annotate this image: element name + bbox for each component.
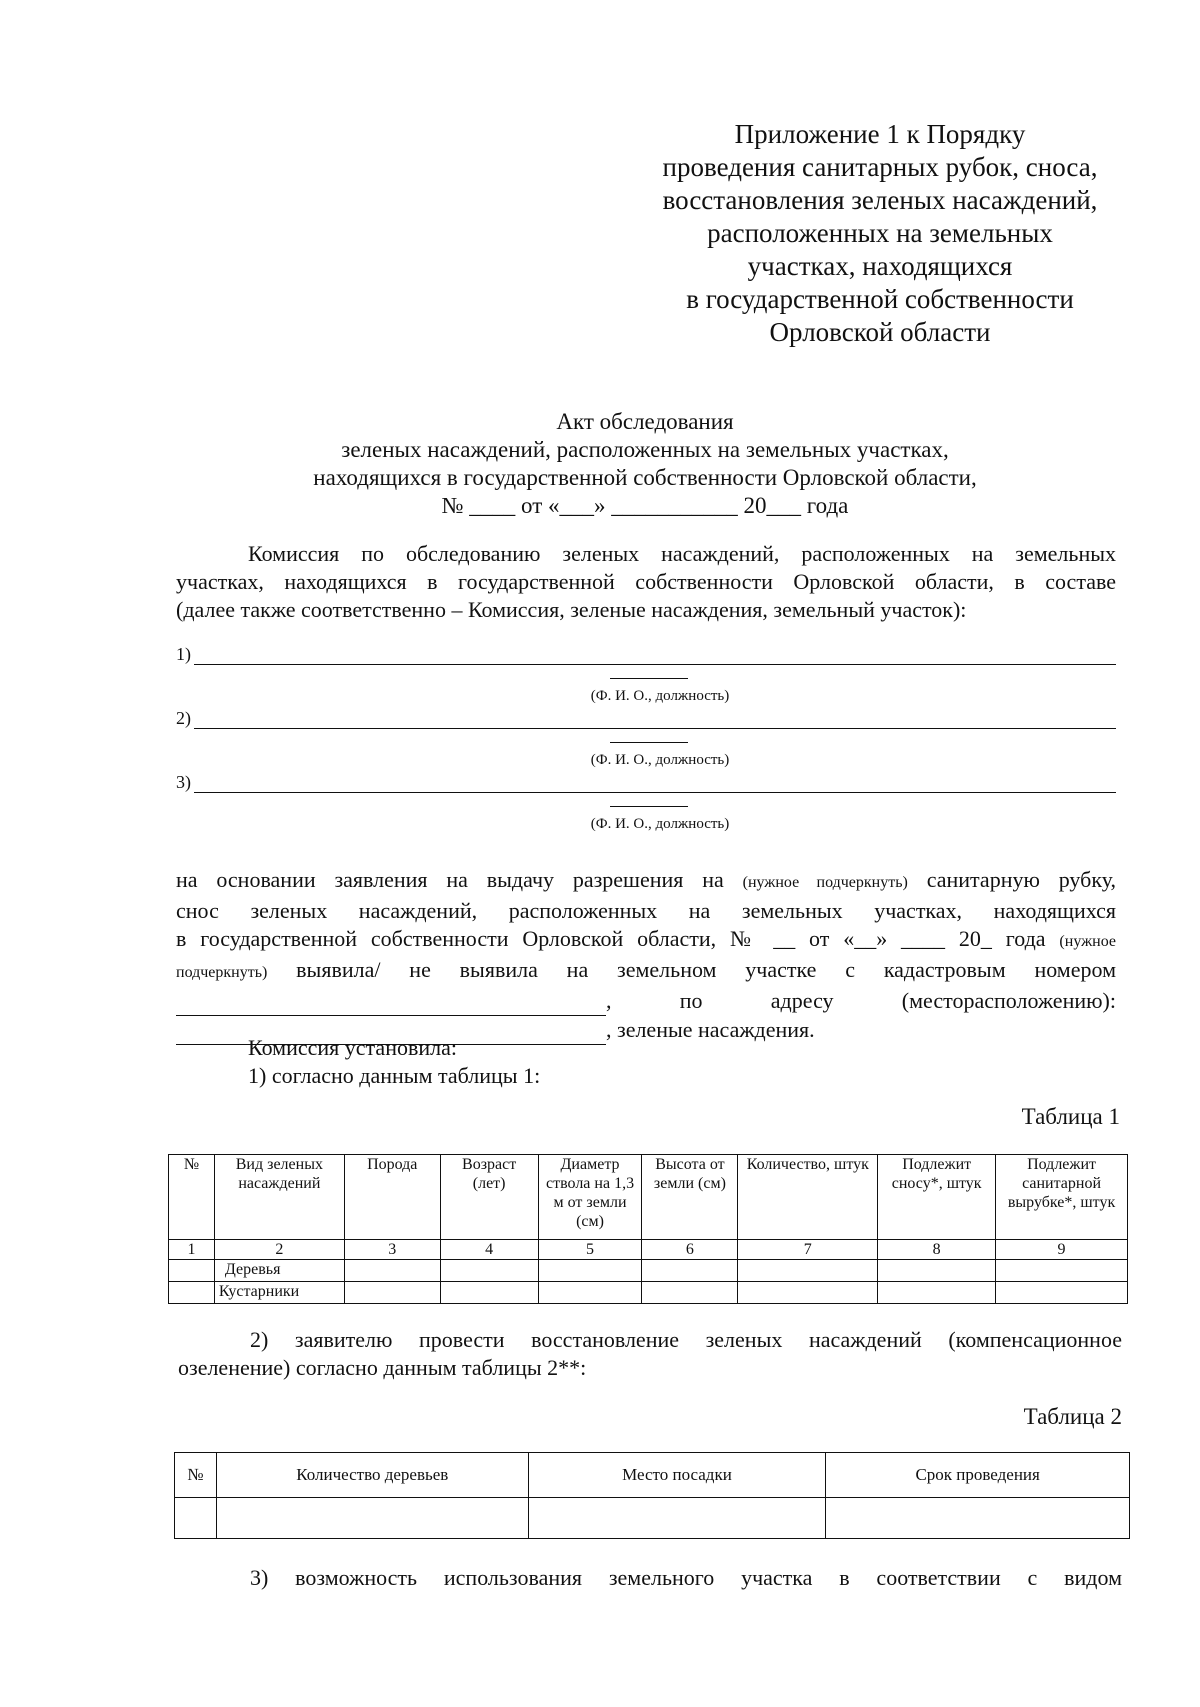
appendix-line: расположенных на земельных [707, 218, 1053, 248]
row-label: Кустарники [214, 1282, 344, 1304]
member-2-field[interactable] [176, 708, 1116, 734]
item-2-line: 2) заявителю провести восстановление зеленых насаждений (компенсационное [250, 1327, 1122, 1352]
member-number: 3) [176, 772, 191, 792]
table-1-header: Вид зеленых насаждений [214, 1155, 344, 1240]
table-1-index: 6 [642, 1240, 738, 1260]
title-line: зеленых насаждений, расположенных на земельных участках, [341, 437, 949, 462]
table-1-index: 3 [344, 1240, 440, 1260]
table-cell[interactable] [169, 1260, 215, 1282]
findings-item-1: 1) согласно данным таблицы 1: [248, 1063, 541, 1088]
member-underline [194, 664, 1116, 665]
appendix-line: Орловской области [769, 317, 991, 347]
caption-text: (Ф. И. О., должность) [590, 752, 730, 768]
cadastral-number-field[interactable] [176, 987, 606, 1016]
table-cell[interactable] [344, 1260, 440, 1282]
basis-line-4: подчеркнуть) выявила/ не выявила на земельном участке с кадастровым номером [176, 957, 1116, 982]
table-1-label: Таблица 1 [1021, 1104, 1120, 1129]
intro-line: участках, находящихся в государственной собственности Орловской области, в составе [176, 569, 1116, 594]
appendix-header [600, 118, 1160, 349]
table-cell[interactable] [738, 1260, 878, 1282]
table-2-header: Количество деревьев [216, 1453, 528, 1498]
table-1-index: 8 [878, 1240, 996, 1260]
table-cell[interactable] [440, 1260, 538, 1282]
member-underline [194, 792, 1116, 793]
table-2-label: Таблица 2 [1023, 1404, 1122, 1429]
table-1 [168, 1154, 1128, 1304]
item-2-line: озеленение) согласно данным таблицы 2**: [178, 1355, 587, 1380]
table-1-index: 4 [440, 1240, 538, 1260]
table-cell[interactable] [738, 1282, 878, 1304]
table-1-header: Порода [344, 1155, 440, 1240]
table-1-header: Количество, штук [738, 1155, 878, 1240]
table-cell[interactable] [642, 1260, 738, 1282]
table-1-header: Подлежит санитарной вырубке*, штук [996, 1155, 1128, 1240]
member-3-field[interactable] [176, 772, 1116, 798]
basis-line-2: снос зеленых насаждений, расположенных на земельных участках, находящихся [176, 898, 1116, 923]
findings [248, 1034, 948, 1090]
basis-line-1: на основании заявления на выдачу разрешения на (нужное подчеркнуть) санитарную рубку, [176, 867, 1117, 892]
table-1-index: 5 [538, 1240, 642, 1260]
member-number: 2) [176, 708, 191, 728]
table-1-index: 1 [169, 1240, 215, 1260]
table-1-index: 2 [214, 1240, 344, 1260]
table-1-header: Диаметр ствола на 1,3 м от земли (см) [538, 1155, 642, 1240]
appendix-line: участках, находящихся [747, 251, 1013, 281]
appendix-line: в государственной собственности [686, 284, 1074, 314]
table-2-header: № [175, 1453, 217, 1498]
table-cell[interactable] [996, 1282, 1128, 1304]
item-3-paragraph [178, 1564, 1122, 1592]
table-cell[interactable] [344, 1282, 440, 1304]
table-cell[interactable] [826, 1498, 1130, 1539]
title-line: Акт обследования [556, 409, 734, 434]
table-2-header: Срок проведения [826, 1453, 1130, 1498]
table-1-header: Высота от земли (см) [642, 1155, 738, 1240]
appendix-line: восстановления зеленых насаждений, [662, 185, 1098, 215]
table-cell[interactable] [538, 1260, 642, 1282]
table-1-index: 9 [996, 1240, 1128, 1260]
table-2 [174, 1452, 1130, 1539]
document-title [170, 408, 1120, 520]
caption-rule [610, 742, 688, 743]
intro-line: Комиссия по обследованию зеленых насаждений, расположенных на земельных [248, 541, 1116, 566]
member-underline [194, 728, 1116, 729]
table-2-header: Место посадки [528, 1453, 826, 1498]
table-cell[interactable] [175, 1498, 217, 1539]
item-2-paragraph [178, 1326, 1122, 1382]
table-row [169, 1260, 1128, 1282]
member-1-field[interactable] [176, 644, 1116, 670]
intro-line: (далее также соответственно – Комиссия, зеленые насаждения, земельный участок): [176, 597, 967, 622]
appendix-line: Приложение 1 к Порядку [734, 119, 1026, 149]
caption-rule [610, 678, 688, 679]
table-cell[interactable] [538, 1282, 642, 1304]
table-1-header: № [169, 1155, 215, 1240]
basis-line-5: , по адресу (месторасположению): [176, 987, 1116, 1016]
title-number-line: № ____ от «___» ___________ 20___ года [441, 493, 849, 518]
caption-text: (Ф. И. О., должность) [590, 816, 730, 832]
item-3-line: 3) возможность использования земельного участка в соответствии с видом [250, 1565, 1122, 1590]
table-cell[interactable] [878, 1282, 996, 1304]
row-label: Деревья [214, 1260, 344, 1282]
member-caption [540, 752, 780, 769]
member-caption [540, 688, 780, 705]
basis-line-3: в государственной собственности Орловской области, № __ от «__» ____ 20_ года (нужное [176, 926, 1117, 951]
table-cell[interactable] [440, 1282, 538, 1304]
caption-rule [610, 806, 688, 807]
table-1-index: 7 [738, 1240, 878, 1260]
table-row [175, 1498, 1130, 1539]
table-cell[interactable] [996, 1260, 1128, 1282]
caption-text: (Ф. И. О., должность) [590, 688, 730, 704]
findings-established: Комиссия установила: [248, 1035, 457, 1060]
basis-line-6: , зеленые насаждения. [176, 1016, 1116, 1045]
appendix-line: проведения санитарных рубок, сноса, [662, 152, 1098, 182]
intro-paragraph [176, 540, 1116, 624]
title-line: находящихся в государственной собственности Орловской области, [313, 465, 977, 490]
table-cell[interactable] [169, 1282, 215, 1304]
table-row [169, 1282, 1128, 1304]
member-number: 1) [176, 644, 191, 664]
table-cell[interactable] [528, 1498, 826, 1539]
basis-paragraph [176, 866, 1116, 1045]
table-cell[interactable] [878, 1260, 996, 1282]
table-cell[interactable] [642, 1282, 738, 1304]
table-cell[interactable] [216, 1498, 528, 1539]
table-1-header: Подлежит сносу*, штук [878, 1155, 996, 1240]
table-1-header: Возраст (лет) [440, 1155, 538, 1240]
member-caption [540, 816, 780, 833]
